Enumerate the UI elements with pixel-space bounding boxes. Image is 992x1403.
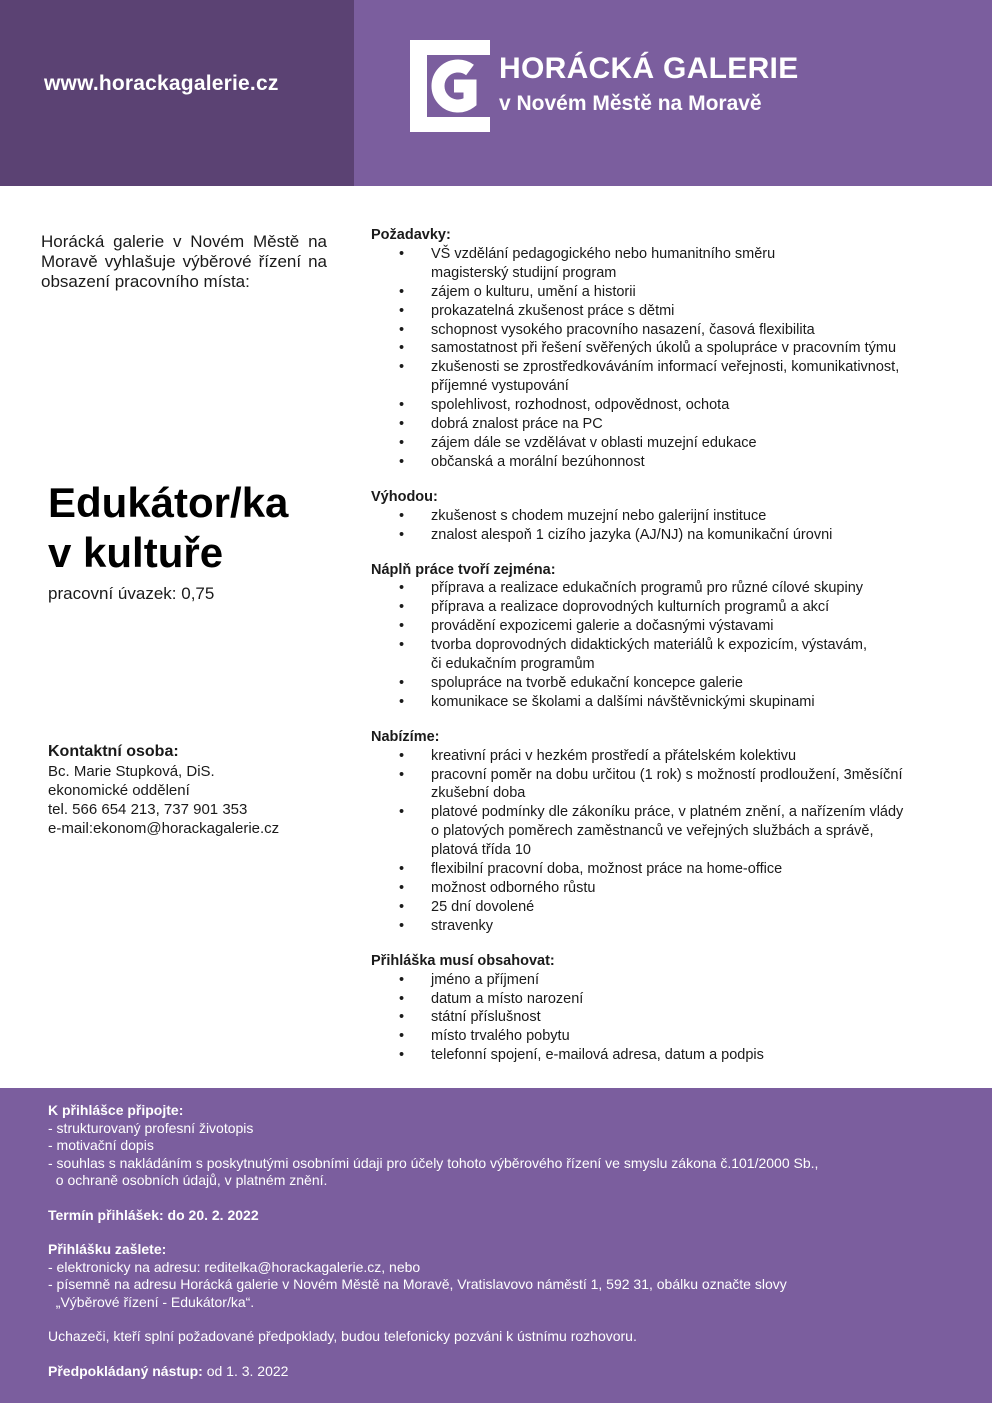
job-title-line-2: v kultuře (48, 529, 224, 576)
bullet-list (371, 579, 951, 711)
send-heading: Přihlášku zašlete: (48, 1241, 167, 1257)
list-item-text: • komunikace se školami a dalšími návštěvnickými skupinami (431, 693, 815, 710)
list-item (371, 415, 951, 434)
start-label: Předpokládaný nástup: (48, 1362, 203, 1379)
list-item-text: • státní příslušnost (431, 1009, 541, 1026)
list-item (371, 636, 951, 674)
list-item (371, 1027, 951, 1046)
list-item-text: magisterský studijní program (431, 264, 617, 281)
list-item (371, 302, 951, 321)
interview-note: Uchazeči, kteří splní požadované předpoklady, budou telefonicky pozváni k ústnímu rozhovoru. (48, 1328, 637, 1344)
job-title-line-1: Edukátor/ka (48, 479, 289, 526)
logo-subtitle: v Novém Městě na Moravě (499, 92, 762, 115)
send-post: - písemně na adresu Horácká galerie v Novém Městě na Moravě, Vratislavovo náměstí 1, 592 31, obálku označte slovy (48, 1276, 787, 1292)
list-item (371, 283, 951, 302)
list-item-text: platová třída 10 (431, 842, 531, 859)
logo-title: HORÁCKÁ GALERIE (499, 52, 799, 85)
list-item (371, 598, 951, 617)
list-item (371, 579, 951, 598)
bullet-list (371, 747, 951, 936)
list-item (371, 358, 951, 396)
list-item-text: • příprava a realizace edukačních programů pro různé cílové skupiny (431, 580, 864, 597)
section-offer (371, 728, 951, 936)
website-link[interactable]: www.horackagalerie.cz (44, 72, 279, 95)
list-item (371, 434, 951, 453)
list-item-text: • samostatnost při řešení svěřených úkolů a spolupráce v pracovním týmu (431, 340, 897, 357)
list-item (371, 1046, 951, 1065)
contact-block (48, 742, 348, 838)
list-item-text: • občanská a morální bezúhonnost (431, 453, 645, 470)
section-heading: Přihláška musí obsahovat: (371, 952, 555, 969)
section-requirements (371, 226, 951, 472)
list-item-text: zkušební doba (431, 785, 526, 802)
section-heading: Výhodou: (371, 488, 438, 505)
contact-heading: Kontaktní osoba: (48, 743, 179, 760)
list-item (371, 1008, 951, 1027)
list-item-text: • zájem dále se vzdělávat v oblasti muzejní edukace (431, 434, 757, 451)
list-item-text: • provádění expozicemi galerie a dočasnými výstavami (431, 618, 774, 635)
list-item (371, 507, 951, 526)
contact-phone[interactable]: tel. 566 654 213, 737 901 353 (48, 801, 248, 818)
list-item-text: • schopnost vysokého pracovního nasazení, časová flexibilita (431, 321, 815, 338)
list-item (371, 766, 951, 804)
bullet-list (371, 245, 951, 472)
list-item-text: • spolehlivost, rozhodnost, odpovědnost, ochota (431, 397, 730, 414)
list-item (371, 526, 951, 545)
bullet-list (371, 971, 951, 1066)
job-workload: pracovní úvazek: 0,75 (48, 584, 215, 603)
header-left-panel (0, 0, 354, 186)
list-item-text: • kreativní práci v hezkém prostředí a přátelském kolektivu (431, 747, 797, 764)
header-right-panel (354, 0, 992, 186)
list-item-text: • stravenky (431, 917, 494, 934)
list-item (371, 396, 951, 415)
list-item (371, 971, 951, 990)
list-item-text: • spolupráce na tvorbě edukační koncepce galerie (431, 674, 743, 691)
list-item-text: • prokazatelná zkušenost práce s dětmi (431, 302, 675, 319)
list-item (371, 321, 951, 340)
job-title (48, 478, 348, 578)
list-item (371, 803, 951, 860)
gallery-logo-icon (410, 40, 490, 132)
list-item-text: či edukačním programům (431, 656, 595, 673)
list-item (371, 245, 951, 283)
list-item (371, 860, 951, 879)
list-item (371, 339, 951, 358)
list-item-text: • příprava a realizace doprovodných kulturních programů a akcí (431, 599, 830, 616)
list-item-text: • platové podmínky dle zákoníku práce, v platném znění, a nařízením vlády (431, 804, 904, 821)
list-item (371, 617, 951, 636)
requirements-column (371, 226, 951, 1081)
list-item-text: • flexibilní pracovní doba, možnost práce na home-office (431, 861, 783, 878)
list-item-text: • tvorba doprovodných didaktických materiálů k expozicím, výstavám, (431, 637, 867, 654)
list-item-text: • zájem o kulturu, umění a historii (431, 283, 636, 300)
section-duties (371, 561, 951, 712)
list-item-text: • dobrá znalost práce na PC (431, 416, 603, 433)
list-item-text: o platových poměrech zaměstnanců ve veřejných službách a správě, (431, 823, 874, 840)
list-item-text: • VŠ vzdělání pedagogického nebo humanitního směru (431, 245, 776, 262)
section-advantage (371, 488, 951, 545)
deadline: Termín přihlášek: do 20. 2. 2022 (48, 1206, 259, 1223)
list-item (371, 917, 951, 936)
start-value: od 1. 3. 2022 (202, 1362, 289, 1379)
section-heading: Nabízíme: (371, 728, 440, 745)
intro-text: Horácká galerie v Novém Městě na Moravě vyhlašuje výběrové řízení na obsazení pracovního místa: (41, 232, 327, 291)
list-item (371, 747, 951, 766)
bullet-list (371, 507, 951, 545)
send-email[interactable]: - elektronicky na adresu: reditelka@horackagalerie.cz, nebo (48, 1258, 421, 1275)
section-heading: Náplň práce tvoří zejména: (371, 561, 556, 578)
attach-item: - souhlas s nakládáním s poskytnutými osobními údaji pro účely tohoto výběrového řízení ve smyslu zákona č.101/2000 Sb., (48, 1154, 819, 1171)
list-item (371, 879, 951, 898)
footer-text (48, 1102, 948, 1380)
attach-item-continued: o ochraně osobních údajů, v platném znění. (48, 1172, 328, 1188)
list-item-text: • jméno a příjmení (431, 971, 539, 988)
footer-panel (0, 1088, 992, 1403)
attach-item: - strukturovaný profesní životopis (48, 1119, 254, 1136)
list-item (371, 990, 951, 1009)
list-item-text: • možnost odborného růstu (431, 880, 596, 896)
list-item-text: • pracovní poměr na dobu určitou (1 rok) s možností prodloužení, 3měsíční (431, 766, 903, 783)
list-item-text: • telefonní spojení, e-mailová adresa, datum a podpis (431, 1047, 764, 1064)
list-item-text: • znalost alespoň 1 cizího jazyka (AJ/NJ) na komunikační úrovni (431, 526, 833, 543)
attach-heading: K přihlášce připojte: (48, 1102, 184, 1118)
contact-email[interactable]: e-mail:ekonom@horackagalerie.cz (48, 820, 280, 837)
section-application (371, 952, 951, 1065)
list-item (371, 453, 951, 472)
start-date (48, 1363, 948, 1381)
list-item (371, 898, 951, 917)
list-item-text: • 25 dní dovolené (431, 898, 535, 915)
list-item (371, 693, 951, 712)
list-item-text: • místo trvalého pobytu (431, 1028, 570, 1045)
list-item-text: • zkušenosti se zprostředkováváním informací veřejnosti, komunikativnost, (431, 359, 900, 376)
section-heading: Požadavky: (371, 227, 451, 243)
contact-name: Bc. Marie Stupková, DiS. (48, 763, 215, 780)
list-item-text: příjemné vystupování (431, 378, 569, 395)
list-item (371, 674, 951, 693)
send-post-continued: „Výběrové řízení - Edukátor/ka“. (48, 1293, 255, 1310)
contact-department: ekonomické oddělení (48, 782, 190, 799)
list-item-text: • datum a místo narození (431, 990, 584, 1007)
list-item-text: • zkušenost s chodem muzejní nebo galerijní instituce (431, 507, 767, 524)
attach-item: - motivační dopis (48, 1137, 154, 1153)
